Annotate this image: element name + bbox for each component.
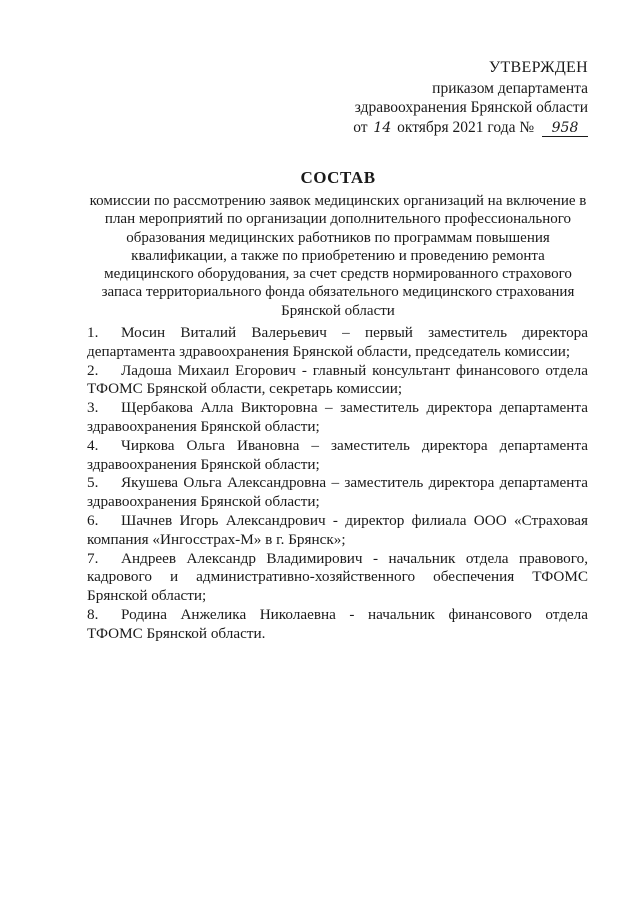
member-number: 8. bbox=[87, 605, 99, 623]
members-list bbox=[87, 324, 588, 644]
date-prefix: от bbox=[353, 118, 368, 136]
member-text: Чиркова Ольга Ивановна – заместитель директора департамента здравоохранения Брянской области; bbox=[87, 436, 588, 473]
approval-stamp bbox=[353, 58, 588, 138]
member-item bbox=[87, 437, 588, 475]
member-text: Щербакова Алла Викторовна – заместитель директора департамента здравоохранения Брянской области; bbox=[87, 399, 588, 435]
date-day-handwritten: 14 bbox=[373, 119, 392, 136]
date-rest: октября 2021 года № bbox=[397, 118, 535, 136]
approval-line-2: здравоохранения Брянской области bbox=[354, 99, 588, 116]
order-number-handwritten: 958 bbox=[551, 119, 579, 136]
subtitle-line: медицинского оборудования, за счет средств нормированного страхового bbox=[104, 266, 572, 283]
subtitle-line: запаса территориального фонда обязательного медицинского страхования bbox=[101, 284, 575, 301]
member-item bbox=[87, 550, 588, 606]
member-item bbox=[87, 512, 588, 550]
member-number: 2. bbox=[87, 361, 99, 379]
member-number: 4. bbox=[87, 436, 99, 454]
member-number: 1. bbox=[87, 324, 99, 341]
subtitle-line: образования медицинских работников по программам повышения bbox=[126, 229, 550, 246]
document-subtitle bbox=[86, 192, 590, 320]
member-text: Шачнев Игорь Александрович - директор филиала ООО «Страховая компания «Ингосстрах-М» в г. Брянск»; bbox=[87, 511, 588, 548]
member-item bbox=[87, 324, 588, 362]
approval-line-1: приказом департамента bbox=[432, 79, 588, 97]
member-text: Якушева Ольга Александровна – заместитель директора департамента здравоохранения Брянской области; bbox=[87, 474, 588, 511]
order-number-field bbox=[542, 120, 588, 137]
approval-date-line bbox=[353, 118, 588, 139]
member-number: 7. bbox=[87, 549, 99, 567]
member-text: Ладоша Михаил Егорович - главный консультант финансового отдела ТФОМС Брянской области, секретарь комиссии; bbox=[87, 361, 588, 398]
member-item bbox=[87, 606, 588, 644]
member-number: 5. bbox=[87, 474, 99, 492]
member-number: 3. bbox=[87, 399, 99, 417]
approval-header: УТВЕРЖДЕН bbox=[488, 59, 588, 76]
subtitle-line: Брянской области bbox=[281, 302, 395, 319]
subtitle-line: квалификации, а также по приобретению и проведению ремонта bbox=[131, 247, 545, 264]
subtitle-line: план мероприятий по организации дополнительного профессионального bbox=[104, 211, 572, 228]
member-item bbox=[87, 474, 588, 512]
document-title: СОСТАВ bbox=[300, 168, 376, 187]
document-title-block bbox=[86, 168, 590, 320]
member-text: Родина Анжелика Николаевна - начальник финансового отдела ТФОМС Брянской области. bbox=[87, 605, 588, 642]
subtitle-line: комиссии по рассмотрению заявок медицинских организаций на включение в bbox=[89, 193, 587, 209]
member-item bbox=[87, 362, 588, 400]
member-number: 6. bbox=[87, 511, 99, 529]
member-item bbox=[87, 399, 588, 437]
member-text: Мосин Виталий Валерьевич – первый заместитель директора департамента здравоохранения Брянской области, председатель комиссии; bbox=[87, 324, 588, 360]
member-text: Андреев Александр Владимирович - начальник отдела правового, кадрового и административно-хозяйственного обеспечения ТФОМС Брянской области; bbox=[87, 549, 588, 605]
